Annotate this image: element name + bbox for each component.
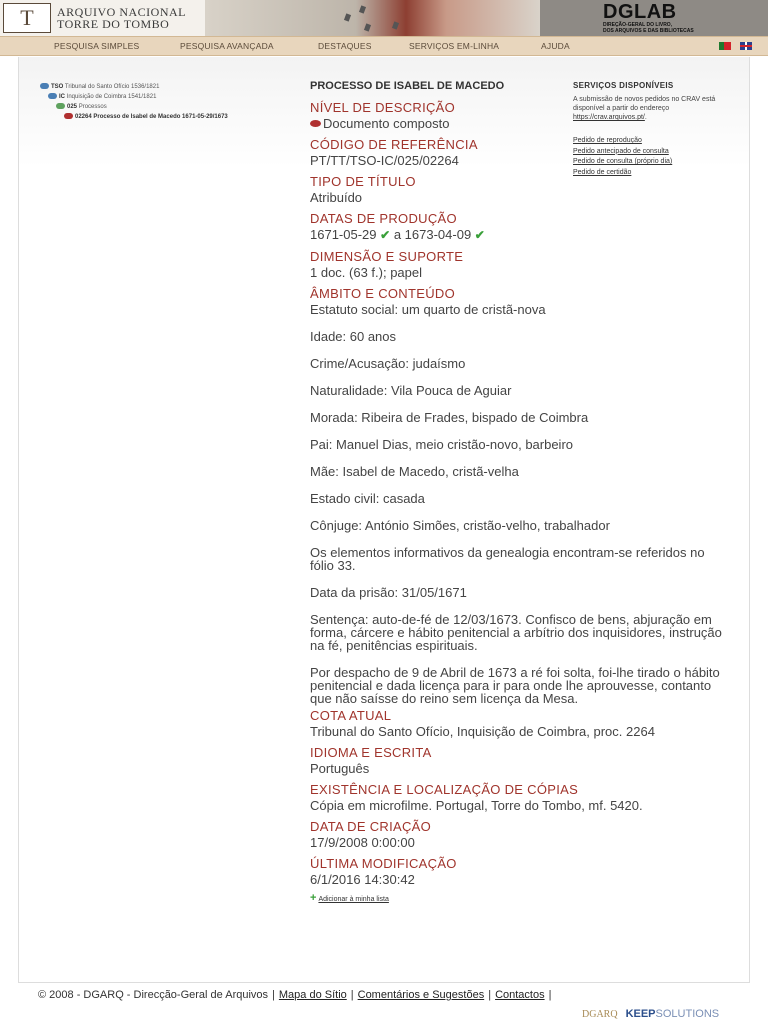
modificacao-label: ÚLTIMA MODIFICAÇÃO [310,856,457,871]
pedido-certidao-link[interactable]: Pedido de certidão [573,168,632,176]
codigo-label: CÓDIGO DE REFERÊNCIA [310,137,478,152]
services-panel [573,81,733,178]
pedido-consulta-link[interactable]: Pedido de consulta (próprio dia) [573,158,673,165]
ambito-paragraph: Naturalidade: Vila Pouca de Aguiar [310,383,512,398]
nivel-label: NÍVEL DE DESCRIÇÃO [310,100,456,115]
dglab-logo: DGLAB [603,1,677,23]
footer-contactos-link[interactable]: Contactos [495,989,545,1001]
arquivo-nacional-logo-area[interactable] [0,0,205,36]
nav-destaques[interactable]: DESTAQUES [318,41,372,51]
record-details [310,80,730,904]
hierarchy-tree [40,82,228,122]
idioma-value: Português [310,761,370,776]
eye-icon [40,83,49,89]
services-heading: SERVIÇOS DISPONÍVEIS [573,81,674,90]
header-banner [0,0,768,36]
ambito-paragraph: Pai: Manuel Dias, meio cristão-novo, barbeiro [310,437,574,452]
eye-icon [64,113,73,119]
footer-copyright: © 2008 - DGARQ - Direcção-Geral de Arquivos [38,989,269,1001]
dimensao-value: 1 doc. (63 f.); papel [310,265,423,280]
data-inicio: 1671-05-29 [310,227,377,242]
modificacao-value: 6/1/2016 14:30:42 [310,872,415,887]
datas-value: 1671-05-29 ✔ a 1673-04-09 ✔ [310,227,485,242]
tree-item-tso[interactable]: TSO Tribunal do Santo Ofício 1536/1821 [40,82,228,92]
dgarq-logo[interactable]: DGARQ [582,1009,618,1020]
tipo-label: TIPO DE TÍTULO [310,174,416,189]
plus-icon: + [310,892,317,904]
tipo-value: Atribuído [310,190,363,205]
dglab-subtitle: DIREÇÃO-GERAL DO LIVRO, DOS ARQUIVOS E DAS BIBLIOTECAS [603,22,694,34]
torre-do-tombo-logo-icon: T [3,3,51,33]
check-icon: ✔ [474,228,485,242]
footer: © 2008 - DGARQ - Direcção-Geral de Arquivos | Mapa do Sítio | Comentários e Sugestões | Contactos | [38,989,552,1001]
copias-value: Cópia em microfilme. Portugal, Torre do Tombo, mf. 5420. [310,798,643,813]
ambito-content [310,303,730,705]
pedido-reproducao-link[interactable]: Pedido de reprodução [573,137,642,144]
footer-comentarios-link[interactable]: Comentários e Sugestões [357,989,485,1001]
ambito-paragraph: Estatuto social: um quarto de cristã-nova [310,302,546,317]
add-to-list-button[interactable]: + Adicionar à minha lista [310,892,389,904]
copias-label: EXISTÊNCIA E LOCALIZAÇÃO DE CÓPIAS [310,782,579,797]
eye-icon [56,103,65,109]
crav-link[interactable]: https://crav.arquivos.pt/ [573,114,645,121]
ambito-paragraph: Idade: 60 anos [310,329,397,344]
ambito-paragraph: Crime/Acusação: judaísmo [310,356,466,371]
nav-servicos-em-linha[interactable]: SERVIÇOS EM-LINHA [409,41,500,51]
portugal-flag-icon[interactable] [719,42,731,50]
criacao-label: DATA DE CRIAÇÃO [310,819,432,834]
data-fim: 1673-04-09 [404,227,472,242]
arquivo-nacional-title: ARQUIVO NACIONAL [57,5,186,19]
footer-logos: DGARQ KEEPSOLUTIONS [582,1008,720,1020]
ambito-paragraph: Estado civil: casada [310,491,425,506]
codigo-value: PT/TT/TSO-IC/025/02264 [310,153,459,168]
ambito-label: ÂMBITO E CONTEÚDO [310,286,455,301]
pedido-antecipado-link[interactable]: Pedido antecipado de consulta [573,147,669,155]
eye-icon [48,93,57,99]
header-photo [205,0,540,36]
dimensao-label: DIMENSÃO E SUPORTE [310,249,464,264]
services-notice: A submissão de novos pedidos no CRAV está disponível a partir do endereço https://crav.arquivos.pt/. [573,96,716,121]
nav-pesquisa-simples[interactable]: PESQUISA SIMPLES [54,41,140,51]
ambito-paragraph: Data da prisão: 31/05/1671 [310,585,467,600]
ambito-paragraph: Sentença: auto-de-fé de 12/03/1673. Confisco de bens, abjuração em forma, cárcere e hábito penitencial a arbítrio dos inquisidores, instrução na fé, penitências espirituais. [310,612,722,653]
tree-item-025[interactable]: 025 Processos [40,102,228,112]
record-title: PROCESSO DE ISABEL DE MACEDO [310,80,505,92]
ambito-paragraph: Cônjuge: António Simões, cristão-velho, trabalhador [310,518,610,533]
nav-ajuda[interactable]: AJUDA [541,41,570,51]
tree-item-02264[interactable]: 02264 Processo de Isabel de Macedo 1671-05-29/1673 [40,112,228,122]
ambito-paragraph: Mãe: Isabel de Macedo, cristã-velha [310,464,519,479]
ambito-paragraph: Por despacho de 9 de Abril de 1673 a ré foi solta, foi-lhe tirado o hábito penitencial e dada licença para ir para onde lhe aprouvesse, contanto que não saísse do reino sem licença da Mesa. [310,665,720,706]
nivel-value: Documento composto [310,117,730,130]
torre-do-tombo-subtitle: TORRE DO TOMBO [57,17,170,31]
cota-label: COTA ATUAL [310,708,392,723]
criacao-value: 17/9/2008 0:00:00 [310,835,415,850]
check-icon: ✔ [380,228,391,242]
ambito-paragraph: Os elementos informativos da genealogia encontram-se referidos no fólio 33. [310,545,705,573]
eye-icon [310,120,321,127]
idioma-label: IDIOMA E ESCRITA [310,745,432,760]
ambito-paragraph: Morada: Ribeira de Frades, bispado de Coimbra [310,410,589,425]
main-nav [0,36,768,56]
cota-value: Tribunal do Santo Ofício, Inquisição de Coimbra, proc. 2264 [310,724,655,739]
tree-item-ic[interactable]: IC Inquisição de Coimbra 1541/1821 [40,92,228,102]
uk-flag-icon[interactable] [740,42,752,50]
datas-label: DATAS DE PRODUÇÃO [310,211,457,226]
keep-solutions-logo[interactable]: KEEP [625,1008,656,1020]
nav-pesquisa-avancada[interactable]: PESQUISA AVANÇADA [180,41,274,51]
footer-mapa-link[interactable]: Mapa do Sítio [278,989,347,1001]
